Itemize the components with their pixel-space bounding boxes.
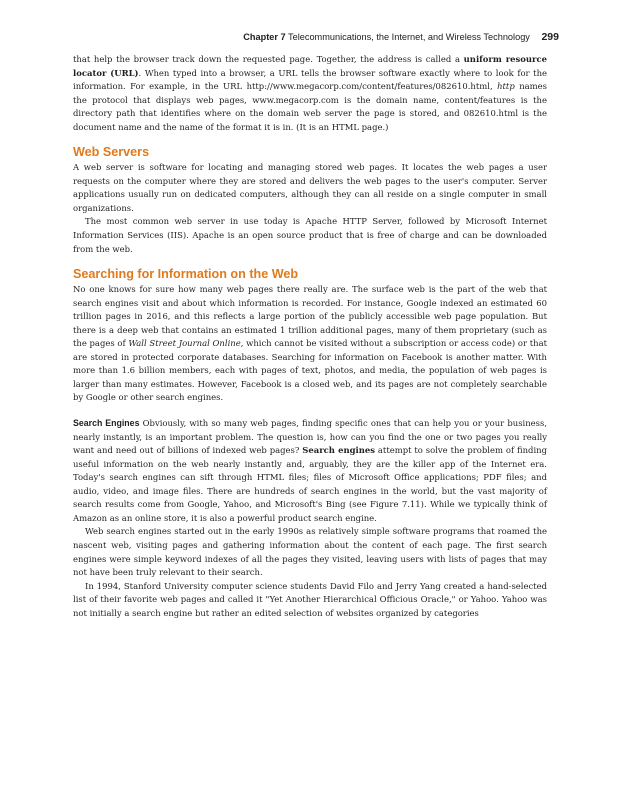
running-head [243, 31, 559, 43]
http-italic: http [497, 81, 515, 92]
intro-paragraph: that help the browser track down the requested page. Together, the address is called a uniform resource locator (URL). When typed into a browser, a URL tells the browser software exactly where to look for the information. For example, in the URL http://www.megacorp.com/content/features/082610.html, http names the protocol that displays web pages, www.megacorp.com is the domain name, content/features is the directory path that identifies where on the domain web server the page is stored, and 082610.html is the document name and the name of the format it is in. (It is an HTML page.) [73, 54, 547, 132]
wsj-italic: Wall Street Journal Online [128, 338, 241, 349]
search-engines-paragraph-2: Web search engines started out in the early 1990s as relatively simple software programs that roamed the nascent web, visiting pages and gathering information about the content of each page. The first search engines were simple keyword indexes of all the pages they visited, leaving users with lists of pages that may not have been truly relevant to their search. [73, 526, 547, 578]
web-servers-paragraph-1: A web server is software for locating and managing stored web pages. It locates the web pages a user requests on the computer where they are stored and delivers the web pages to the user's computer. Server applications usually run on dedicated computers, although they can all reside on a single computer in small organizations. [73, 162, 547, 213]
chapter-title: Telecommunications, the Internet, and Wireless Technology [288, 32, 530, 42]
term-url: uniform resource locator (URL) [73, 54, 547, 78]
page-number: 299 [541, 31, 559, 43]
heading-web-servers: Web Servers [73, 145, 150, 160]
heading-searching: Searching for Information on the Web [73, 267, 299, 282]
searching-paragraph-1: No one knows for sure how many web pages there really are. The surface web is the part of the web that search engines visit and about which information is recorded. For instance, Google indexed an estimated 60 trillion pages in 2016, and this reflects a large portion of the publicly accessible web page population. But there is a deep web that contains an estimated 1 trillion additional pages, many of them proprietary (such as the pages of Wall Street Journal Online, which cannot be visited without a subscription or access code) or that are stored in protected corporate databases. Searching for information on Facebook is another matter. With more than 1.6 billion members, each with pages of text, photos, and media, the population of web pages is larger than many estimates. However, Facebook is a closed web, and its pages are not completely searchable by Google or other search engines. [73, 284, 547, 403]
page-body [73, 53, 547, 620]
term-search-engines: Search engines [302, 445, 375, 456]
search-engines-paragraph-1: Search Engines Obviously, with so many web pages, finding specific ones that can help you or your business, nearly instantly, is an important problem. The question is, how can you find the one or two pages you really want and need out of billions of indexed web pages? Search engines attempt to solve the problem of finding useful information on the web nearly instantly and, arguably, they are the killer app of the Internet era. Today's search engines can sift through HTML files; files of Microsoft Office applications; PDF files; and audio, video, and image files. There are hundreds of search engines in the world, but the vast majority of search results come from Google, Yahoo, and Microsoft's Bing (see Figure 7.11). While we typically think of Amazon as an online store, it is also a powerful product search engine. [73, 418, 548, 523]
web-servers-paragraph-2: The most common web server in use today is Apache HTTP Server, followed by Microsoft Internet Information Services (IIS). Apache is an open source product that is free of charge and can be downloaded from the web. [73, 216, 547, 254]
search-engines-paragraph-3: In 1994, Stanford University computer science students David Filo and Jerry Yang created a hand-selected list of their favorite web pages and called it "Yet Another Hierarchical Officious Oracle," or Yahoo. Yahoo was not initially a search engine but rather an edited selection of websites organized by categories [73, 580, 547, 618]
chapter-label: Chapter 7 [243, 32, 286, 42]
runin-search-engines: Search Engines [73, 418, 140, 429]
